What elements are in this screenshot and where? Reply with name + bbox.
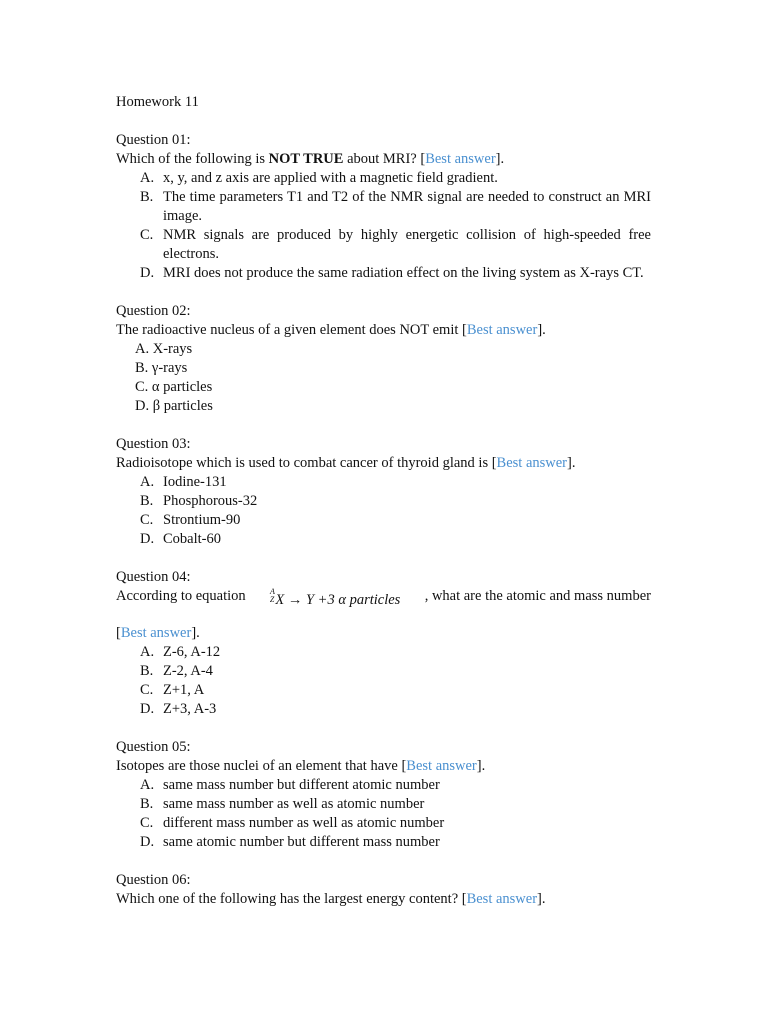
best-answer-link[interactable]: Best answer [496, 455, 568, 471]
question-prompt-continued: [Best answer]. [116, 625, 200, 641]
options-list [116, 169, 651, 283]
option-b: B. Z-2, A-4 [140, 663, 213, 679]
question-label: Question 04: [116, 569, 191, 585]
option-c: C. different mass number as well as atomic number [140, 815, 445, 831]
option-d: D. β particles [135, 398, 213, 414]
question-label: Question 06: [116, 872, 191, 888]
options-list [116, 643, 651, 719]
question-04 [116, 568, 651, 719]
options-list [116, 340, 651, 416]
question-01 [116, 131, 651, 283]
question-prompt: Radioisotope which is used to combat cancer of thyroid gland is [Best answer]. [116, 455, 576, 471]
best-answer-link[interactable]: Best answer [466, 891, 538, 907]
option-a: A. same mass number but different atomic number [140, 777, 440, 793]
question-label: Question 05: [116, 739, 191, 755]
option-a: A. X-rays [135, 341, 193, 357]
option-d: D. same atomic number but different mass number [140, 834, 440, 850]
emphasis-text: NOT TRUE [268, 151, 344, 167]
question-prompt: Isotopes are those nuclei of an element that have [Best answer]. [116, 758, 486, 774]
question-label: Question 01: [116, 132, 191, 148]
question-02 [116, 302, 651, 416]
option-d: D. MRI does not produce the same radiation effect on the living system as X-rays CT. [140, 265, 644, 281]
option-c: C. Strontium-90 [140, 512, 241, 528]
option-b: B. γ-rays [135, 360, 188, 376]
option-a: A. Iodine-131 [140, 474, 227, 490]
option-a: A. Z-6, A-12 [140, 644, 221, 660]
question-label: Question 03: [116, 436, 191, 452]
option-c: C. Z+1, A [140, 682, 205, 698]
question-label: Question 02: [116, 303, 191, 319]
option-c: C. NMR signals are produced by highly energetic collision of high-speeded free electrons. [140, 227, 651, 262]
best-answer-link[interactable]: Best answer [425, 151, 496, 167]
option-b: B. The time parameters T1 and T2 of the NMR signal are needed to construct an MRI image. [140, 189, 651, 224]
option-d: D. Cobalt-60 [140, 531, 221, 547]
question-06 [116, 871, 651, 909]
question-prompt: Which one of the following has the largest energy content? [Best answer]. [116, 891, 546, 907]
option-c: C. α particles [135, 379, 213, 395]
option-a: A. x, y, and z axis are applied with a magnetic field gradient. [140, 170, 498, 186]
nuclear-equation: AZX → Y +3 α particles [269, 587, 401, 608]
question-prompt: Which of the following is NOT TRUE about MRI? [Best answer]. [116, 151, 505, 167]
question-03 [116, 435, 651, 549]
best-answer-link[interactable]: Best answer [120, 625, 192, 641]
option-b: B. Phosphorous-32 [140, 493, 258, 509]
homework-title: Homework 11 [116, 94, 199, 110]
options-list [116, 776, 651, 852]
option-d: D. Z+3, A-3 [140, 701, 217, 717]
question-prompt: According to equation AZX → Y +3 α particles , what are the atomic and mass number [116, 587, 651, 608]
question-05 [116, 738, 651, 852]
best-answer-link[interactable]: Best answer [406, 758, 477, 774]
document-body [116, 93, 651, 909]
question-prompt: The radioactive nucleus of a given element does NOT emit [Best answer]. [116, 322, 546, 338]
options-list [116, 473, 651, 549]
best-answer-link[interactable]: Best answer [466, 322, 538, 338]
option-b: B. same mass number as well as atomic number [140, 796, 425, 812]
